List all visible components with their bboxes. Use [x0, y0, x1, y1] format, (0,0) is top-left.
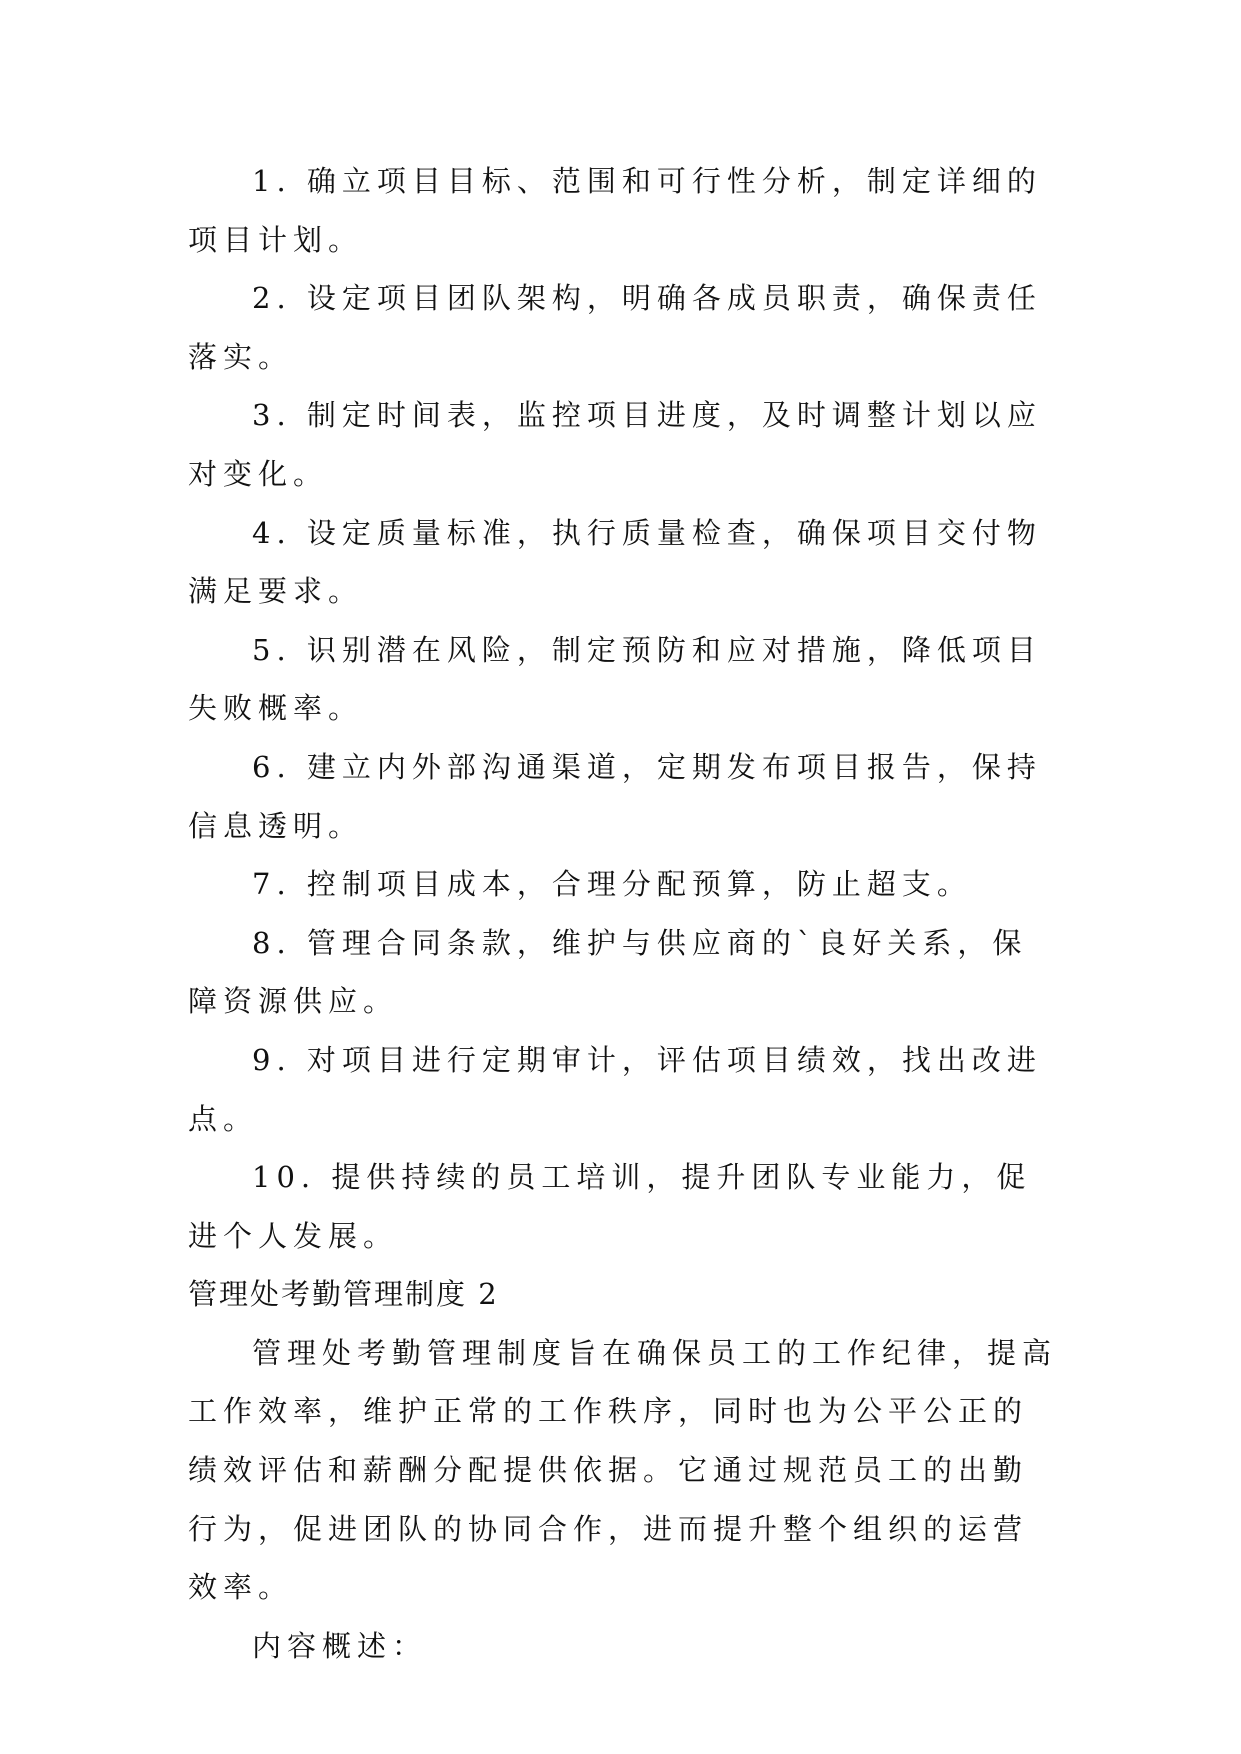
content-overview-heading: 内容概述：: [252, 1628, 428, 1663]
list-item-4: 4. 设定质量标准，执行质量检查，确保项目交付物满足要求。: [188, 515, 1042, 609]
list-item-2: 2. 设定项目团队架构，明确各成员职责，确保责任落实。: [188, 281, 1042, 374]
list-item-6: 6. 建立内外部沟通渠道，定期发布项目报告，保持信息透明。: [188, 749, 1042, 843]
list-item-8: 8. 管理合同条款，维护与供应商的`良好关系，保障资源供应。: [188, 925, 1028, 1019]
list-item-5: 5. 识别潜在风险，制定预防和应对措施，降低项目失败概率。: [188, 632, 1042, 726]
list-item-7: 7. 控制项目成本，合理分配预算，防止超支。: [252, 867, 972, 902]
list-item-1: 1. 确立项目目标、范围和可行性分析，制定详细的项目计划。: [188, 164, 1042, 257]
section-title: 管理处考勤管理制度 2: [188, 1277, 499, 1312]
list-item-3: 3. 制定时间表，监控项目进度，及时调整计划以应对变化。: [188, 398, 1042, 491]
intro-paragraph: 管理处考勤管理制度旨在确保员工的工作纪律，提高工作效率，维护正常的工作秩序，同时也为公平公正的绩效评估和薪酬分配提供依据。它通过规范员工的出勤行为，促进团队的协同合作，进而提升整个组织的运营效率。: [188, 1335, 1058, 1605]
document-body: [188, 152, 1058, 1675]
list-item-9: 9. 对项目进行定期审计，评估项目绩效，找出改进点。: [188, 1042, 1042, 1136]
list-item-10: 10. 提供持续的员工培训，提升团队专业能力，促进个人发展。: [188, 1160, 1032, 1253]
